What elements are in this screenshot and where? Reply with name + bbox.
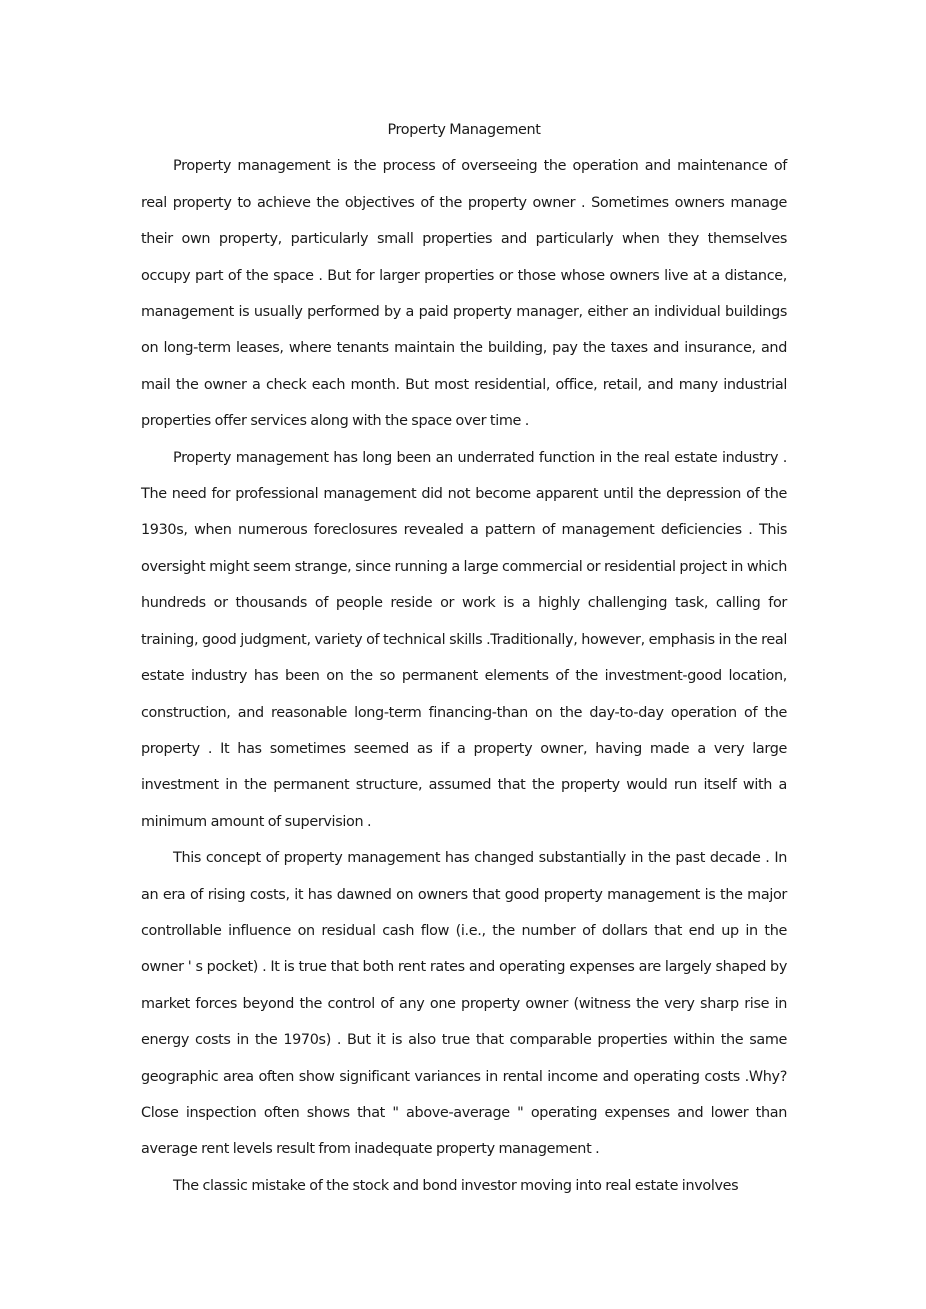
paragraph: Property management has long been an underrated function in the real estate industry . The need for professional management did not become apparent until the depression of the 1930s, when numerous foreclosures revealed a pattern of management deficiencies . This oversight might seem strange, since running a large commercial or residential project in which hundreds or thousands of people reside or work is a highly challenging task, calling for training, good judgment, variety of technical skills .Traditionally, however, emphasis in the real estate industry has been on the so permanent elements of the investment-good location, construction, and reasonable long-term financing-than on the day-to-day operation of the property . It has sometimes seemed as if a property owner, having made a very large investment in the permanent structure, assumed that the property would run itself with a minimum amount of supervision . <box>141 449 787 830</box>
document-title: Property Management <box>387 122 541 138</box>
paragraph: Property management is the process of overseeing the operation and maintenance of real property to achieve the objectives of the property owner . Sometimes owners manage their own property, particularly small properties and particularly when they themselves occupy part of the space . But for larger properties or those whose owners live at a distance, management is usually performed by a paid property manager, either an individual buildings on long-term leases, where tenants maintain the building, pay the taxes and insurance, and mail the owner a check each month. But most residential, office, retail, and many industrial properties offer services along with the space over time . <box>141 158 787 430</box>
document-page <box>141 112 787 1204</box>
paragraph: This concept of property management has changed substantially in the past decade . In an era of rising costs, it has dawned on owners that good property management is the major controllable influence on residual cash flow (i.e., the number of dollars that end up in the owner ' s pocket) . It is true that both rent rates and operating expenses are largely shaped by market forces beyond the control of any one property owner (witness the very sharp rise in energy costs in the 1970s) . But it is also true that comparable properties within the same geographic area often show significant variances in rental income and operating costs .Why? Close inspection often shows that " above-average " operating expenses and lower than average rent levels result from inadequate property management . <box>141 850 787 1158</box>
paragraph: The classic mistake of the stock and bond investor moving into real estate involves <box>173 1177 739 1194</box>
